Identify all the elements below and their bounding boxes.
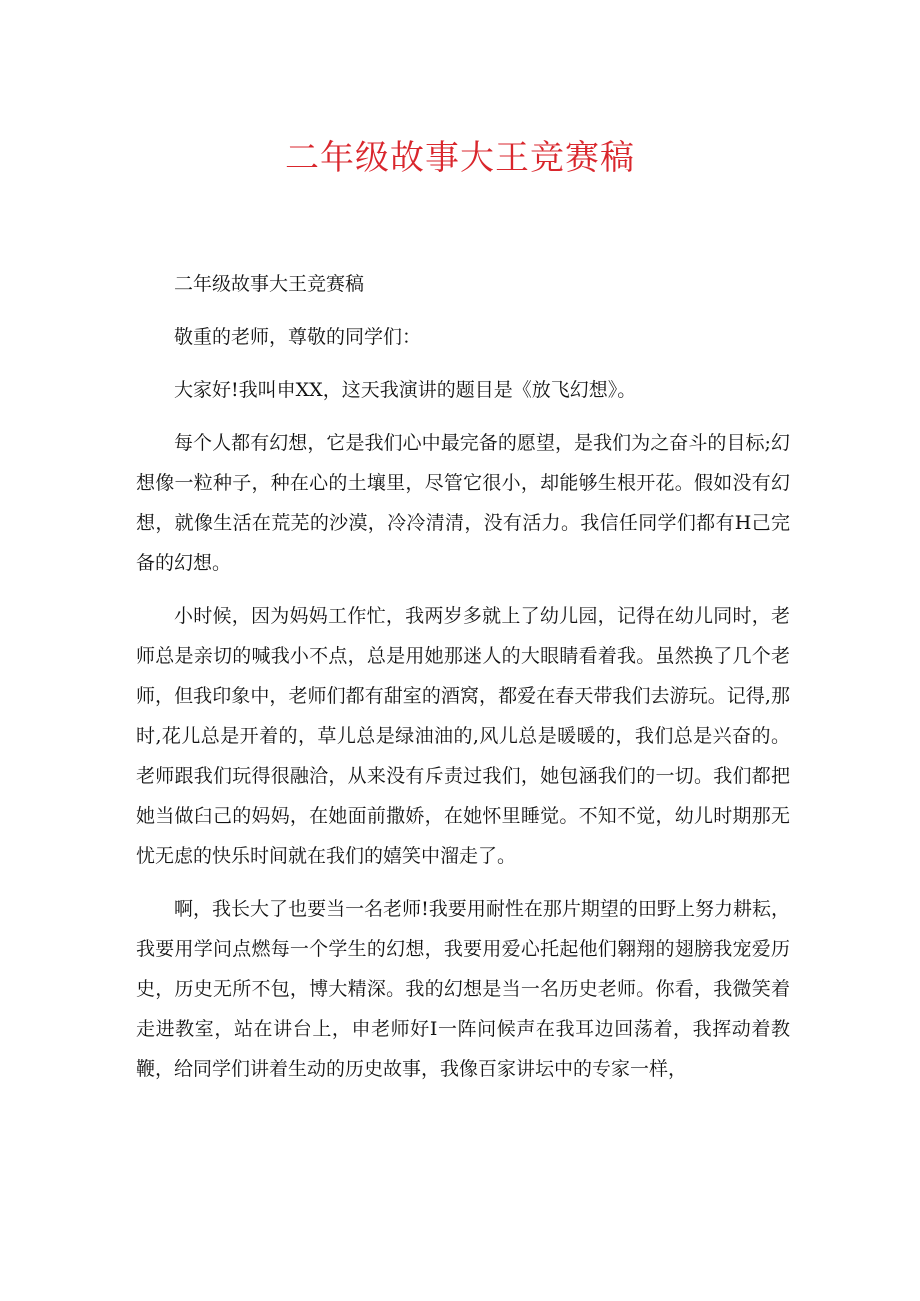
paragraph: 二年级故事大王竞赛稿	[174, 273, 365, 295]
paragraph: 敬重的老师，尊敬的同学们：	[174, 326, 422, 348]
paragraph: 啊，我长大了也要当一名老师!我要用耐性在那片期望的田野上努力耕耘，我要用学问点燃每一个学生的幻想，我要用爱心托起他们翱翔的翅膀我宠爱历史，历史无所不包，博大精深。我的幻想是当一名历史老师。你看，我微笑着走进教室，站在讲台上，申老师好I一阵问候声在我耳边回荡着，我挥动着教鞭，给同学们讲着生动的历史故事，我像百家讲坛中的专家一样，	[136, 898, 790, 1080]
paragraph: 大家好!我叫申XX，这天我演讲的题目是《放飞幻想》。	[174, 379, 637, 401]
document-title: 二年级故事大王竞赛稿	[285, 138, 635, 178]
paragraph: 每个人都有幻想，它是我们心中最完备的愿望，是我们为之奋斗的目标;幻想像一粒种子，种在心的土壤里，尽管它很小，却能够生根开花。假如没有幻想，就像生活在荒芜的沙漠，冷冷清清，没有活力。我信任同学们都有H己完备的幻想。	[136, 432, 790, 574]
document-body	[136, 264, 790, 1102]
paragraph: 小时候，因为妈妈工作忙，我两岁多就上了幼儿园，记得在幼儿同时，老师总是亲切的喊我小不点，总是用她那迷人的大眼睛看着我。虽然换了几个老师，但我印象中，老师们都有甜室的酒窝，都爱在春天带我们去游玩。记得,那时,花儿总是开着的，草儿总是绿油油的,风儿总是暖暖的，我们总是兴奋的。老师跟我们玩得很融洽，从来没有斥责过我们，她包涵我们的一切。我们都把她当做臼己的妈妈，在她面前撒娇，在她怀里睡觉。不知不觉，幼儿时期那无忧无虑的快乐时间就在我们的嬉笑中溜走了。	[136, 605, 790, 867]
